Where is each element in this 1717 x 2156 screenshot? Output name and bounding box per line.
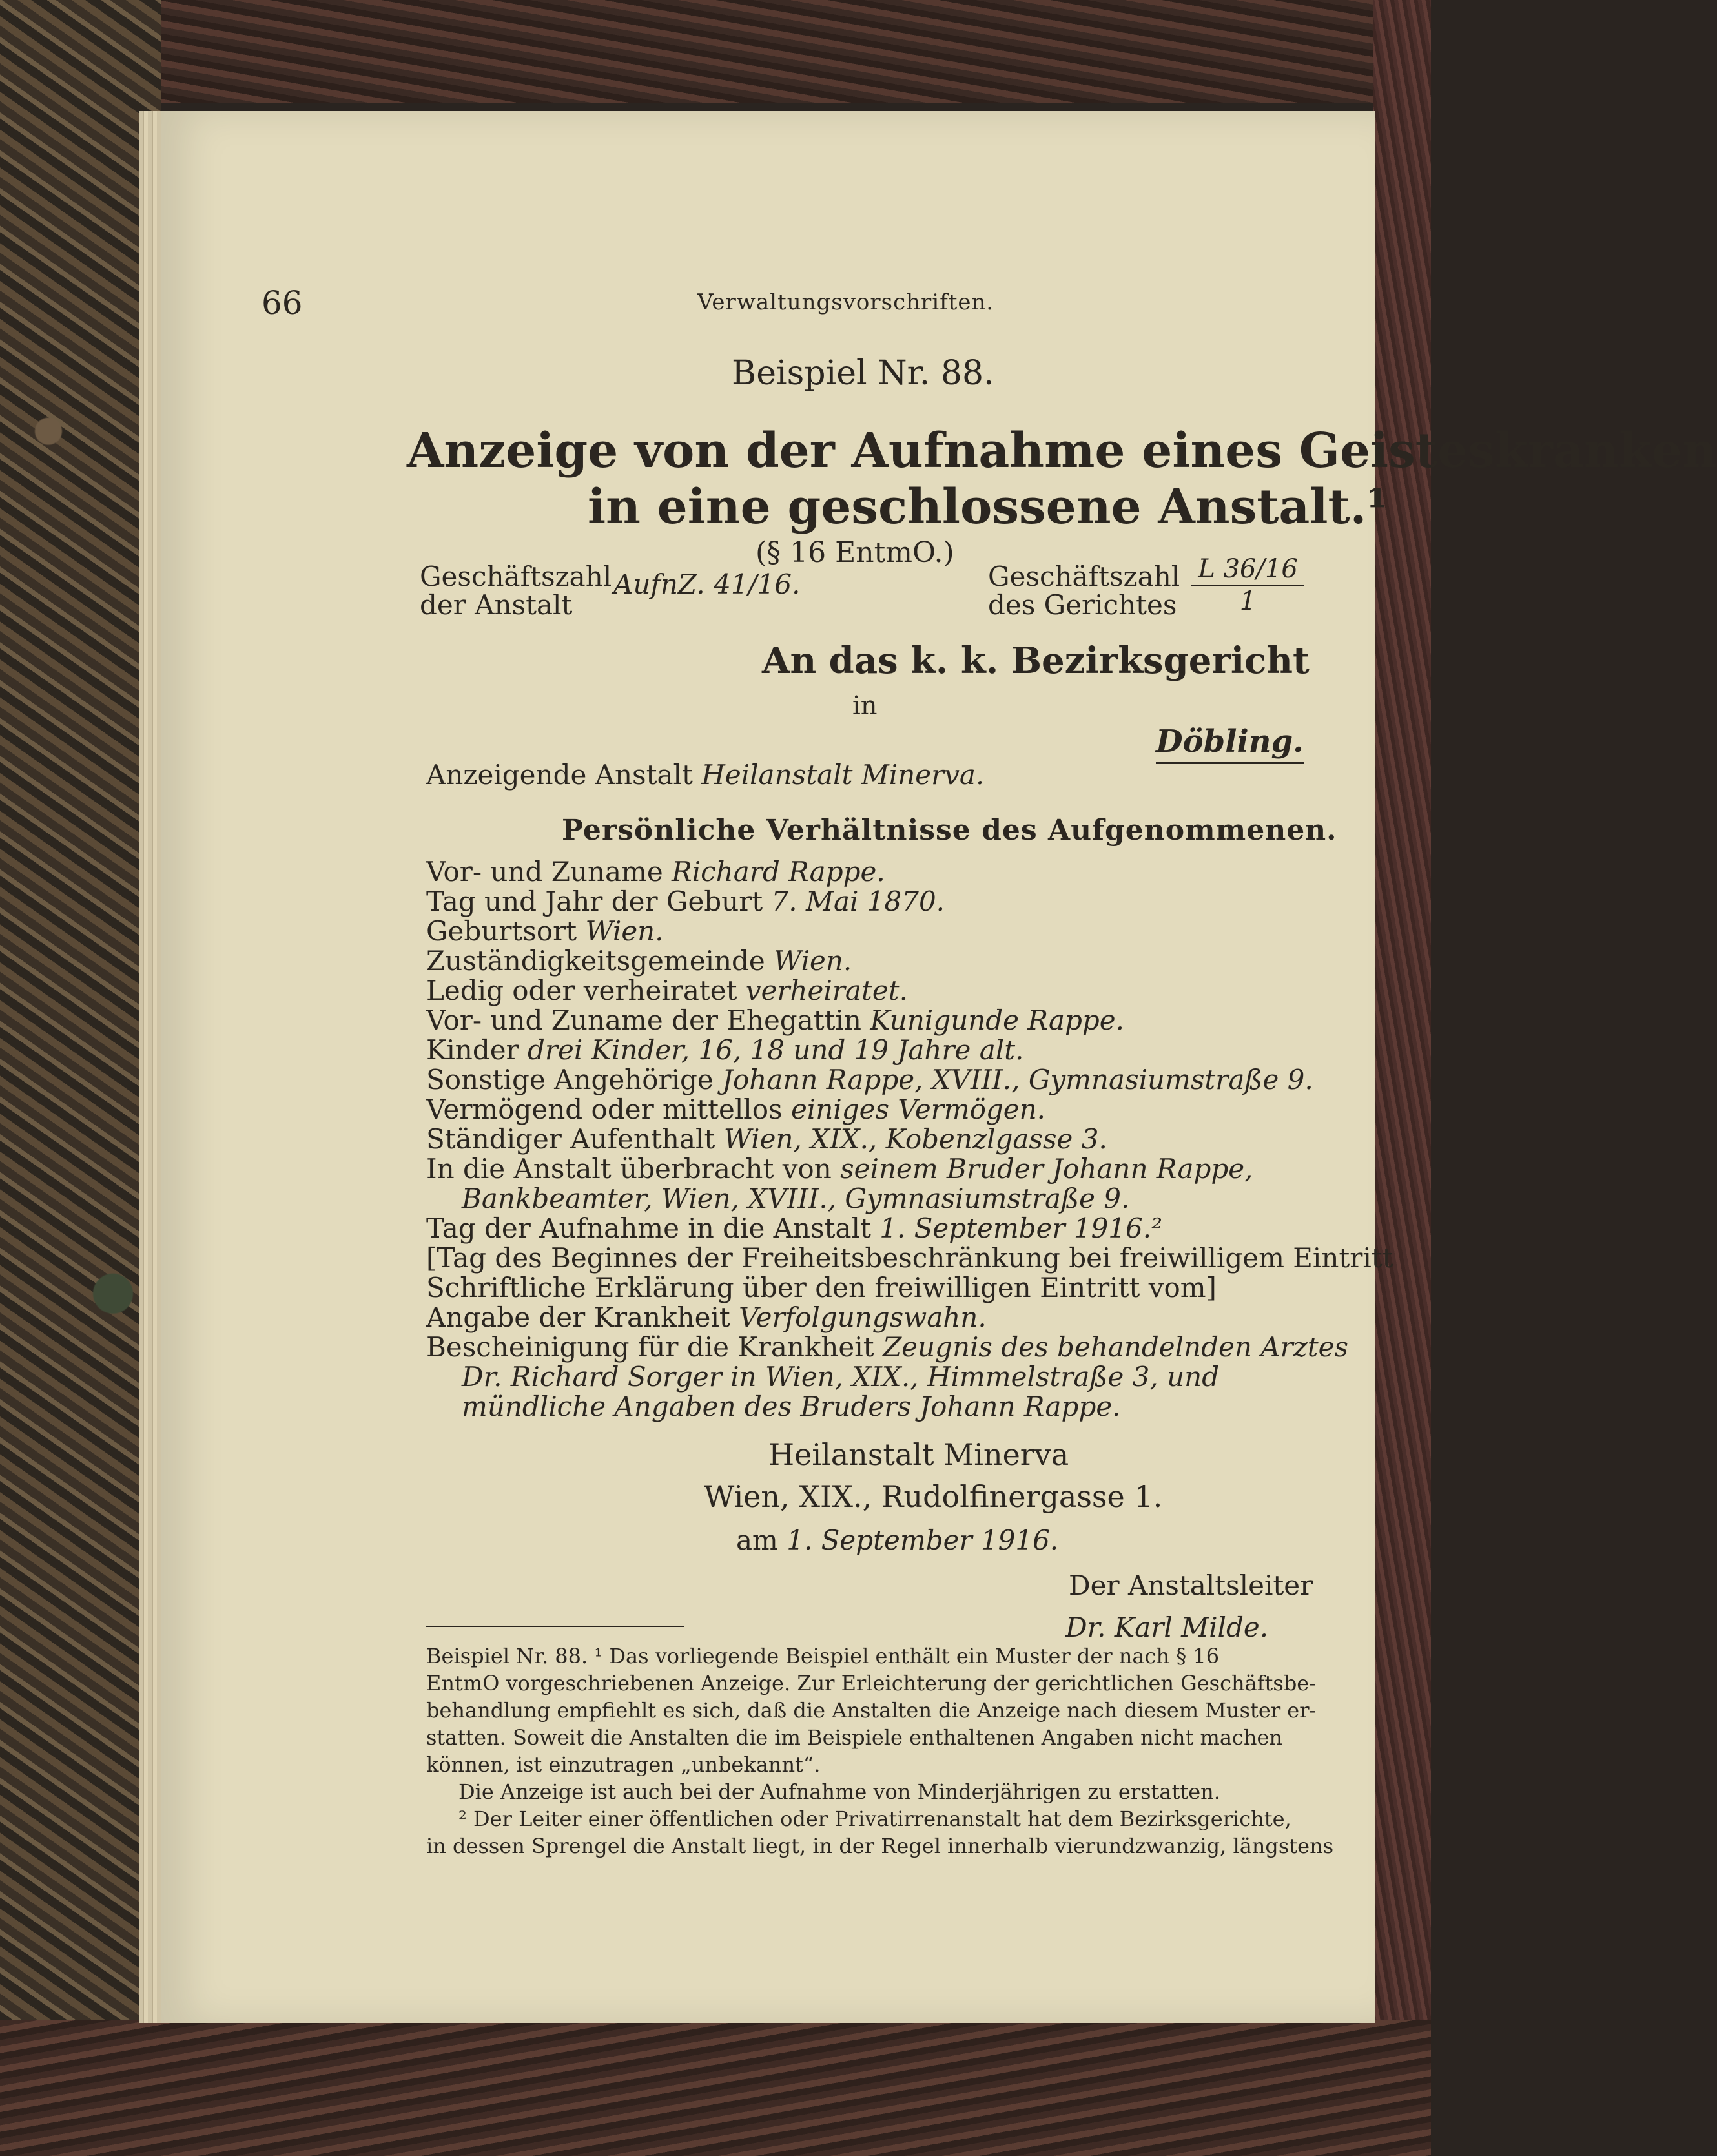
closing-date-prefix: am (736, 1524, 778, 1556)
footnote-rule (426, 1626, 684, 1627)
footnote-line: Die Anzeige ist auch bei der Aufnahme von Minderjährigen zu erstatten. (458, 1779, 1220, 1804)
field-label: Zuständigkeitsgemeinde (426, 945, 765, 977)
section-heading: Persönliche Verhältnisse des Aufgenommenen. (562, 814, 1337, 847)
field-row (426, 945, 852, 977)
field-value: einiges Vermögen. (790, 1094, 1046, 1125)
field-value: Johann Rappe, XVIII., Gymnasiumstraße 9. (722, 1064, 1313, 1095)
field-label: Angabe der Krankheit (426, 1301, 730, 1333)
field-label: Geburtsort (426, 915, 577, 947)
footnote-line: EntmO vorgeschriebenen Anzeige. Zur Erleichterung der gerichtlichen Geschäftsbe- (426, 1671, 1317, 1695)
signer-title: Der Anstaltsleiter (1069, 1570, 1313, 1601)
example-label: Beispiel Nr. 88. (732, 354, 994, 393)
field-value: Verfolgungswahn. (739, 1301, 987, 1333)
field-row-continuation (462, 1183, 1129, 1214)
court-case-denominator: 1 (1239, 586, 1257, 616)
paragraph-reference: (§ 16 EntmO.) (756, 536, 954, 569)
field-row (426, 1004, 1124, 1036)
closing-date-value: 1. September 1916. (787, 1524, 1059, 1556)
footnote-line: ² Der Leiter einer öffentlichen oder Privatirrenanstalt hat dem Bezirksgerichte, (458, 1807, 1291, 1831)
field-row (426, 975, 908, 1006)
title-line-2: in eine geschlossene Anstalt.¹ (588, 479, 1388, 535)
address-court: An das k. k. Bezirksgericht (762, 639, 1310, 682)
field-value: Wien, XIX., Kobenzlgasse 3. (723, 1123, 1107, 1155)
book-cover-bottom (0, 2020, 1431, 2156)
reporting-institution-label: Anzeigende Anstalt (426, 759, 693, 791)
field-row (426, 1331, 1348, 1363)
institution-case-number: AufnZ. 41/16. (613, 568, 801, 600)
footnote-line: statten. Soweit die Anstalten die im Beispiele enthaltenen Angaben nicht machen (426, 1725, 1282, 1750)
page-number: 66 (262, 284, 303, 322)
field-value: Kunigunde Rappe. (870, 1004, 1124, 1036)
field-value: Zeugnis des behandelnden Arztes (882, 1331, 1349, 1363)
field-value: Wien. (774, 945, 852, 977)
field-row (426, 1272, 1217, 1303)
footnote-line: in dessen Sprengel die Anstalt liegt, in der Regel innerhalb vierundzwanzig, längstens (426, 1834, 1334, 1858)
field-label: Vermögend oder mittellos (426, 1094, 783, 1125)
field-label: Ständiger Aufenthalt (426, 1123, 715, 1155)
field-row (426, 1242, 1393, 1274)
marbled-cover-left (0, 0, 161, 2156)
institution-case-label-2: der Anstalt (420, 589, 573, 621)
field-value: seinem Bruder Johann Rappe, (840, 1153, 1253, 1185)
court-case-label-1: Geschäftszahl (988, 561, 1180, 592)
field-value: Wien. (585, 915, 664, 947)
field-value: verheiratet. (745, 975, 908, 1006)
field-label: Sonstige Angehörige (426, 1064, 714, 1095)
field-label: Schriftliche Erklärung über den freiwilligen Eintritt vom] (426, 1272, 1217, 1303)
field-value: Richard Rappe. (672, 856, 885, 887)
field-value: drei Kinder, 16, 18 und 19 Jahre alt. (528, 1034, 1024, 1066)
field-row (426, 915, 664, 947)
field-label: Kinder (426, 1034, 519, 1066)
book-cover-top (0, 0, 1431, 103)
field-label: In die Anstalt überbracht von (426, 1153, 832, 1185)
institution-case-label-1: Geschäftszahl (420, 561, 612, 592)
field-row (426, 886, 945, 917)
field-row-continuation (462, 1391, 1121, 1422)
field-value: mündliche Angaben des Bruders Johann Rappe. (462, 1391, 1121, 1422)
reporting-institution (426, 759, 984, 791)
field-row-continuation (462, 1361, 1219, 1393)
reporting-institution-value: Heilanstalt Minerva. (701, 759, 985, 791)
field-label: Tag der Aufnahme in die Anstalt (426, 1212, 871, 1244)
closing-institution: Heilanstalt Minerva (768, 1437, 1069, 1472)
court-case-label-2: des Gerichtes (988, 589, 1177, 621)
court-case-numerator: L 36/16 (1191, 554, 1304, 586)
footnote-line: behandlung empfiehlt es sich, daß die Anstalten die Anzeige nach diesem Muster er- (426, 1698, 1317, 1723)
field-label: Vor- und Zuname (426, 856, 663, 887)
court-case-number (1191, 554, 1304, 616)
field-value: 1. September 1916.² (879, 1212, 1162, 1244)
closing-date (736, 1524, 1058, 1556)
field-value: Dr. Richard Sorger in Wien, XIX., Himmelstraße 3, und (462, 1361, 1220, 1393)
field-row (426, 1212, 1162, 1244)
book-cover-right (1373, 0, 1431, 2156)
signer-name: Dr. Karl Milde. (1065, 1612, 1269, 1643)
title-line-1: Anzeige von der Aufnahme eines Geisteskranken (407, 423, 1717, 479)
field-label: [Tag des Beginnes der Freiheitsbeschränkung bei freiwilligem Eintritt (426, 1242, 1393, 1274)
field-row (426, 856, 885, 887)
field-value: 7. Mai 1870. (771, 886, 945, 917)
field-row (426, 1034, 1023, 1066)
field-row (426, 1123, 1107, 1155)
address-in: in (852, 691, 878, 721)
field-row (426, 1301, 987, 1333)
field-value: Bankbeamter, Wien, XVIII., Gymnasiumstraße 9. (462, 1183, 1130, 1214)
running-head: Verwaltungsvorschriften. (697, 289, 994, 315)
field-label: Tag und Jahr der Geburt (426, 886, 763, 917)
field-label: Bescheinigung für die Krankheit (426, 1331, 874, 1363)
field-row (426, 1094, 1045, 1125)
field-label: Vor- und Zuname der Ehegattin (426, 1004, 861, 1036)
footnote-line: Beispiel Nr. 88. ¹ Das vorliegende Beispiel enthält ein Muster der nach § 16 (426, 1644, 1220, 1668)
closing-address: Wien, XIX., Rudolfinergasse 1. (704, 1479, 1163, 1514)
field-row (426, 1064, 1313, 1095)
field-row (426, 1153, 1253, 1185)
field-label: Ledig oder verheiratet (426, 975, 737, 1006)
footnote-line: können, ist einzutragen „unbekannt“. (426, 1752, 821, 1777)
address-place: Döbling. (1156, 723, 1304, 764)
